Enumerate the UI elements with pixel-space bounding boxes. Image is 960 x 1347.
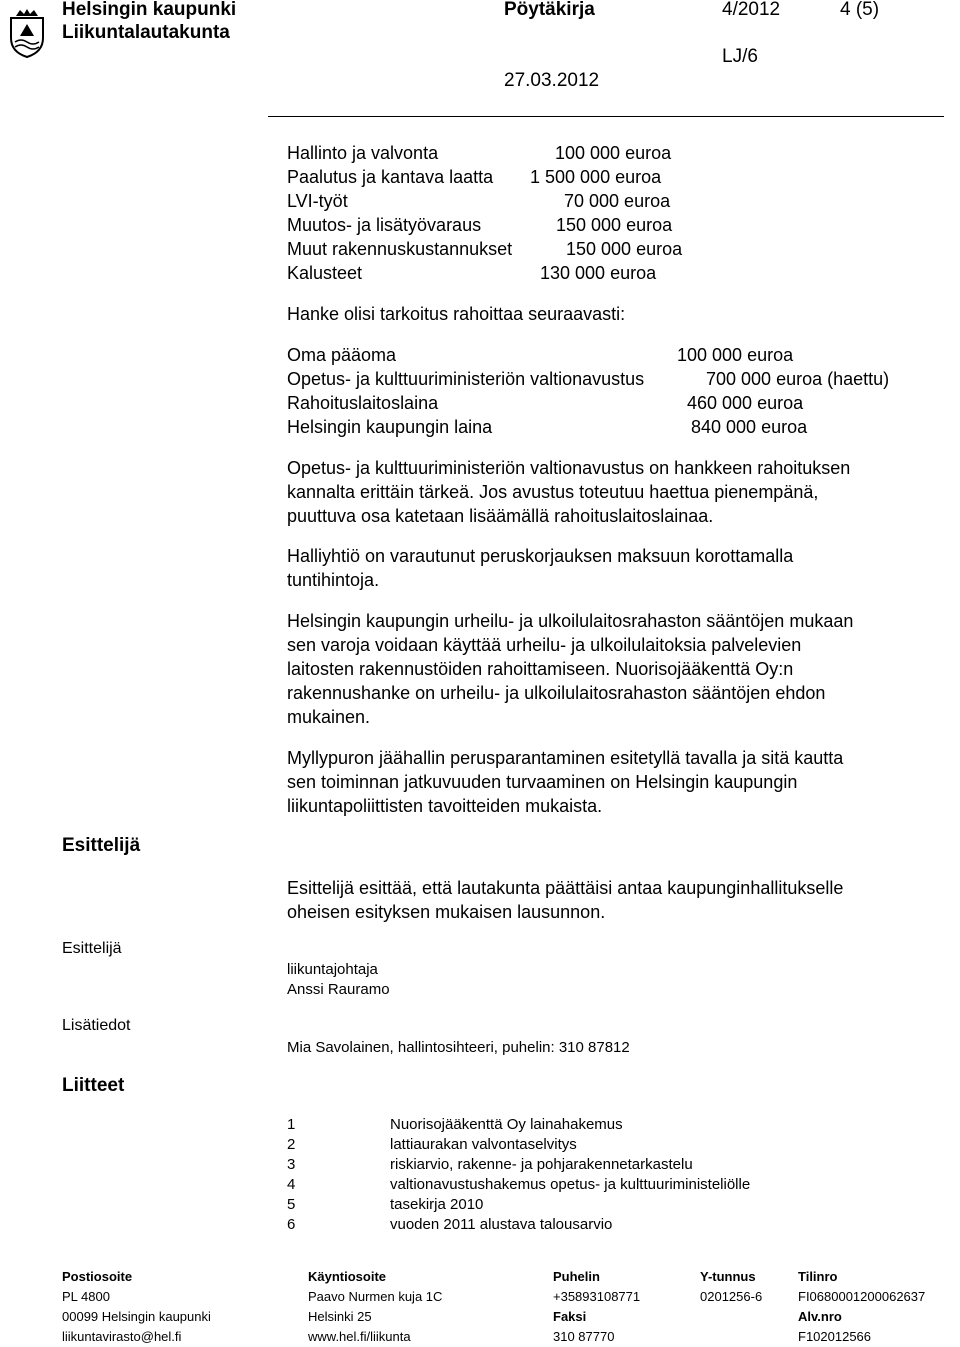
presenter-title: liikuntajohtaja xyxy=(287,961,378,978)
footer-phone: Puhelin +35893108771 Faksi 310 87770 xyxy=(553,1269,641,1344)
presenter-label: Esittelijä xyxy=(62,940,122,957)
org-name: Helsingin kaupunki xyxy=(62,0,237,20)
footer-account: Tilinro FI0680001200062637 Alv.nro F102012566 xyxy=(798,1269,926,1344)
funding-value: 100 000 euroa xyxy=(677,345,794,365)
cost-label: Kalusteet xyxy=(287,263,363,283)
attachment-title: vuoden 2011 alustava talousarvio xyxy=(390,1216,613,1233)
cost-value: 130 000 euroa xyxy=(540,263,657,283)
funding-value: 460 000 euroa xyxy=(687,393,804,413)
attachment-title: lattiaurakan valvontaselvitys xyxy=(390,1136,577,1153)
attachment-title: Nuorisojääkenttä Oy lainahakemus xyxy=(390,1116,623,1133)
document-type: Pöytäkirja xyxy=(504,0,595,20)
attachment-number: 1 xyxy=(287,1116,296,1133)
attachment-number: 3 xyxy=(287,1156,296,1173)
presenter-name: Anssi Rauramo xyxy=(287,981,390,998)
cost-label: Muutos- ja lisätyövaraus xyxy=(287,215,482,235)
cost-label: LVI-työt xyxy=(287,191,348,211)
helsinki-crest-logo xyxy=(8,8,46,58)
paragraph-fund-rules: Helsingin kaupungin urheilu- ja ulkoilulaitosrahaston sääntöjen mukaan sen varoja voidaan käyttää urheilu- ja ulkoilulaitoksia palvelevien laitosten rakennustöiden rahoittamiseen. Nuorisojääkenttä Oy:n rakennushanke on urheilu- ja ulkoilulaitosrahaston sääntöjen ehdon mukainen. xyxy=(287,611,854,727)
attachment-title: tasekirja 2010 xyxy=(390,1196,484,1213)
cost-label: Paalutus ja kantava laatta xyxy=(287,167,494,187)
funding-label: Helsingin kaupungin laina xyxy=(287,417,493,437)
funding-label: Oma pääoma xyxy=(287,345,397,365)
presenter-heading: Esittelijä xyxy=(62,835,141,856)
cost-value: 100 000 euroa xyxy=(555,143,672,163)
page-number: 4 (5) xyxy=(840,0,880,20)
footer-visiting-address: Käyntiosoite Paavo Nurmen kuja 1C Helsinki 25 www.hel.fi/liikunta xyxy=(308,1269,443,1344)
attachment-number: 5 xyxy=(287,1196,296,1213)
paragraph-hall-company: Halliyhtiö on varautunut peruskorjauksen maksuun korottamalla tuntihintoja. xyxy=(287,546,794,590)
more-info-label: Lisätiedot xyxy=(62,1017,131,1034)
cost-value: 1 500 000 euroa xyxy=(530,167,662,187)
funding-label: Rahoituslaitoslaina xyxy=(287,393,439,413)
paragraph-proposal: Esittelijä esittää, että lautakunta päättäisi antaa kaupunginhallitukselle oheisen esityksen mukaisen lausunnon. xyxy=(287,878,844,922)
attachment-number: 2 xyxy=(287,1136,296,1153)
section-code: LJ/6 xyxy=(722,46,758,67)
paragraph-state-aid: Opetus- ja kulttuuriministeriön valtionavustus on hankkeen rahoituksen kannalta erittäin tärkeä. Jos avustus toteutuu haettua pienempänä, puuttuva osa katetaan lisäämällä rahoituslaitoslainaa. xyxy=(287,458,851,526)
committee-name: Liikuntalautakunta xyxy=(62,22,230,43)
attachments-heading: Liitteet xyxy=(62,1075,125,1096)
meeting-date: 27.03.2012 xyxy=(504,70,600,91)
funding-label: Opetus- ja kulttuuriministeriön valtionavustus xyxy=(287,369,645,389)
paragraph-policy-goals: Myllypuron jäähallin perusparantaminen esitetyllä tavalla ja sitä kautta sen toiminnan jatkuvuuden turvaaminen on Helsingin kaupungin liikuntapoliittisten tavoitteiden mukaista. xyxy=(287,748,844,816)
footer-business-id: Y-tunnus 0201256-6 xyxy=(700,1269,763,1304)
header-divider xyxy=(268,116,944,117)
contact-info: Mia Savolainen, hallintosihteeri, puhelin: 310 87812 xyxy=(287,1039,630,1056)
cost-label: Hallinto ja valvonta xyxy=(287,143,439,163)
funding-value: 840 000 euroa xyxy=(691,417,808,437)
attachment-title: riskiarvio, rakenne- ja pohjarakennetarkastelu xyxy=(390,1156,693,1173)
attachment-number: 4 xyxy=(287,1176,296,1193)
attachment-title: valtionavustushakemus opetus- ja kulttuuriministeliölle xyxy=(390,1176,751,1193)
attachment-number: 6 xyxy=(287,1216,296,1233)
document-number: 4/2012 xyxy=(722,0,781,20)
footer-postal-address: Postiosoite PL 4800 00099 Helsingin kaupunki liikuntavirasto@hel.fi xyxy=(62,1269,211,1344)
cost-value: 150 000 euroa xyxy=(566,239,683,259)
cost-label: Muut rakennuskustannukset xyxy=(287,239,513,259)
cost-value: 70 000 euroa xyxy=(564,191,671,211)
funding-intro: Hanke olisi tarkoitus rahoittaa seuraavasti: xyxy=(287,304,626,324)
cost-value: 150 000 euroa xyxy=(556,215,673,235)
funding-value: 700 000 euroa (haettu) xyxy=(706,369,890,389)
